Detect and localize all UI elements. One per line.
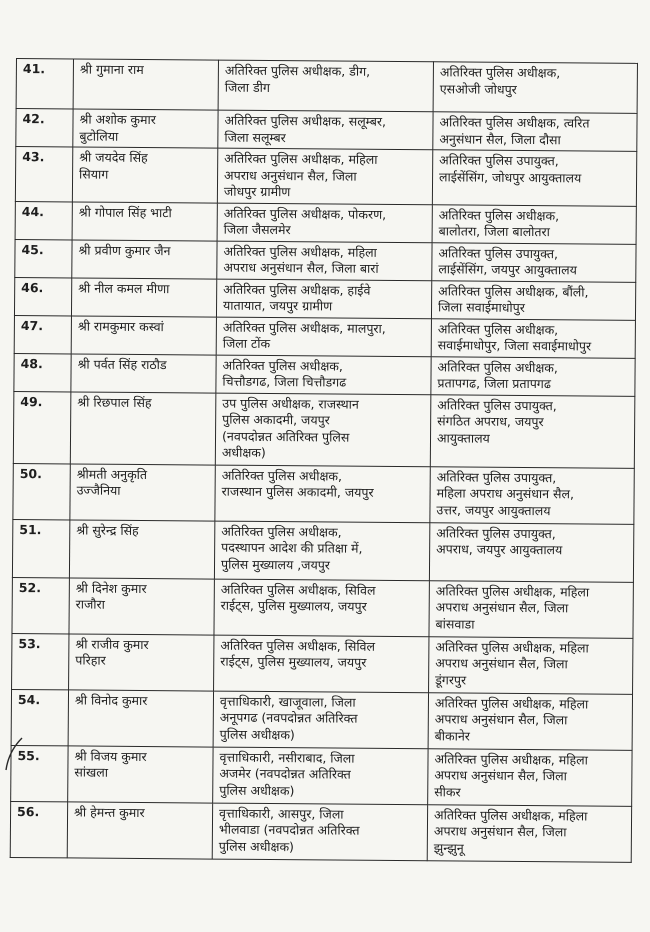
current-posting: अतिरिक्त पुलिस अधीक्षक, सिविल राईट्स, पुलिस मुख्यालय, जयपुर <box>214 635 429 693</box>
serial-number: 55. <box>11 745 68 801</box>
serial-number: 52. <box>12 577 69 633</box>
current-posting: अतिरिक्त पुलिस अधीक्षक, राजस्थान पुलिस अकादमी, जयपुर <box>215 465 430 523</box>
table-row <box>14 277 635 320</box>
officer-name: श्री विनोद कुमार <box>68 689 213 746</box>
serial-number: 43. <box>15 147 72 202</box>
current-posting: वृत्ताधिकारी, खाजूवाला, जिला अनूपगढ (नवपदोन्नत अतिरिक्त पुलिस अधीक्षक) <box>213 691 428 749</box>
serial-number: 44. <box>15 201 72 239</box>
new-posting: अतिरिक्त पुलिस अधीक्षक, प्रतापगढ, जिला प्रतापगढ <box>431 356 635 396</box>
current-posting: अतिरिक्त पुलिस अधीक्षक, महिला अपराध अनुसंधान सैल, जिला बारां <box>217 241 432 281</box>
new-posting: अतिरिक्त पुलिस अधीक्षक, महिला अपराध अनुसंधान सैल, जिला सीकर <box>428 748 632 806</box>
table-row <box>14 315 635 358</box>
officer-name: श्री दिनेश कुमार राजौरा <box>69 577 214 634</box>
current-posting: अतिरिक्त पुलिस अधीक्षक, चित्तौडगढ, जिला चित्तौडगढ <box>216 355 431 395</box>
officer-name: श्री गुमाना राम <box>73 59 218 110</box>
officer-name: श्री रिछपाल सिंह <box>70 391 216 464</box>
officer-name: श्री विजय कुमार सांखला <box>68 745 213 802</box>
new-posting: अतिरिक्त पुलिस अधीक्षक, महिला अपराध अनुसंधान सैल, जिला झुन्झुनू <box>427 804 631 862</box>
new-posting: अतिरिक्त पुलिस अधीक्षक, महिला अपराध अनुसंधान सैल, जिला डूंगरपुर <box>429 636 633 694</box>
serial-number: 50. <box>13 463 70 519</box>
current-posting: अतिरिक्त पुलिस अधीक्षक, सलूम्बर, जिला सलूम्बर <box>218 110 433 150</box>
current-posting: अतिरिक्त पुलिस अधीक्षक, महिला अपराध अनुसंधान सैल, जिला जोधपुर ग्रामीण <box>217 148 432 204</box>
table-row <box>16 109 637 152</box>
serial-number: 49. <box>13 391 71 463</box>
table-body <box>10 59 637 862</box>
new-posting: अतिरिक्त पुलिस अधीक्षक, एसओजी जोधपुर <box>433 62 637 114</box>
current-posting: वृत्ताधिकारी, नसीराबाद, जिला अजमेर (नवपदोन्नत अतिरिक्त पुलिस अधीक्षक) <box>213 747 428 805</box>
transfer-table <box>10 58 638 862</box>
serial-number: 45. <box>15 239 72 277</box>
new-posting: अतिरिक्त पुलिस उपायुक्त, लाईसेंसिंग, जयपुर आयुक्तालय <box>432 242 636 282</box>
serial-number: 41. <box>16 59 73 109</box>
current-posting: अतिरिक्त पुलिस अधीक्षक, डीग, जिला डीग <box>218 60 433 112</box>
table-row <box>13 391 635 468</box>
officer-name: श्री सुरेन्द्र सिंह <box>69 519 214 578</box>
officer-name: श्री राजीव कुमार परिहार <box>69 633 214 690</box>
pen-tick-mark <box>4 736 24 772</box>
serial-number: 51. <box>12 519 69 577</box>
new-posting: अतिरिक्त पुलिस अधीक्षक, सवाईमाधोपुर, जिला सवाईमाधोपुर <box>431 318 635 358</box>
current-posting: उप पुलिस अधीक्षक, राजस्थान पुलिस अकादमी, जयपुर (नवपदोन्नत अतिरिक्त पुलिस अधीक्षक) <box>215 393 431 467</box>
table-row <box>12 519 633 582</box>
table-row <box>16 59 637 114</box>
table-row <box>15 147 636 206</box>
table-row <box>13 463 634 524</box>
officer-name: श्रीमती अनुकृति उज्जैनिया <box>70 463 215 520</box>
officer-name: श्री प्रवीण कुमार जैन <box>72 239 217 278</box>
current-posting: अतिरिक्त पुलिस अधीक्षक, सिविल राईट्स, पुलिस मुख्यालय, जयपुर <box>214 579 429 637</box>
table-row <box>10 801 631 862</box>
table-row <box>15 201 636 244</box>
officer-name: श्री पर्वत सिंह राठौड <box>71 353 216 392</box>
new-posting: अतिरिक्त पुलिस उपायुक्त, महिला अपराध अनुसंधान सैल, उत्तर, जयपुर आयुक्तालय <box>430 466 634 524</box>
table-row <box>11 689 632 750</box>
table-row <box>15 239 636 282</box>
table-row <box>12 633 633 694</box>
officer-name: श्री गोपाल सिंह भाटी <box>72 201 217 240</box>
officer-name: श्री नील कमल मीणा <box>71 277 216 316</box>
new-posting: अतिरिक्त पुलिस उपायुक्त, संगठित अपराध, जयपुर आयुक्तालय <box>430 394 635 468</box>
table-row <box>14 353 635 396</box>
serial-number: 53. <box>12 633 69 689</box>
table-row <box>11 745 632 806</box>
current-posting: वृत्ताधिकारी, आसपुर, जिला भीलवाडा (नवपदोन्नत अतिरिक्त पुलिस अधीक्षक) <box>212 803 427 861</box>
officer-name: श्री हेमन्त कुमार <box>67 801 212 858</box>
current-posting: अतिरिक्त पुलिस अधीक्षक, पदस्थापन आदेश की प्रतिक्षा में, पुलिस मुख्यालय ,जयपुर <box>214 521 429 581</box>
new-posting: अतिरिक्त पुलिस अधीक्षक, त्वरित अनुसंधान सैल, जिला दौसा <box>433 112 637 152</box>
serial-number: 56. <box>10 801 67 857</box>
new-posting: अतिरिक्त पुलिस अधीक्षक, महिला अपराध अनुसंधान सैल, जिला बांसवाडा <box>429 580 633 638</box>
serial-number: 46. <box>14 277 71 315</box>
current-posting: अतिरिक्त पुलिस अधीक्षक, मालपुरा, जिला टोंक <box>216 317 431 357</box>
new-posting: अतिरिक्त पुलिस उपायुक्त, लाईसेंसिंग, जोधपुर आयुक्तालय <box>432 150 636 206</box>
new-posting: अतिरिक्त पुलिस अधीक्षक, महिला अपराध अनुसंधान सैल, जिला बीकानेर <box>428 692 632 750</box>
new-posting: अतिरिक्त पुलिस उपायुक्त, अपराध, जयपुर आयुक्तालय <box>429 522 633 582</box>
new-posting: अतिरिक्त पुलिस अधीक्षक, बालोतरा, जिला बालोतरा <box>432 204 636 244</box>
serial-number: 47. <box>14 315 71 353</box>
officer-name: श्री रामकुमार कस्वां <box>71 315 216 354</box>
serial-number: 54. <box>11 689 68 745</box>
serial-number: 48. <box>14 353 71 391</box>
serial-number: 42. <box>16 109 73 147</box>
current-posting: अतिरिक्त पुलिस अधीक्षक, हाईवे यातायात, जयपुर ग्रामीण <box>216 279 431 319</box>
new-posting: अतिरिक्त पुलिस अधीक्षक, बौंली, जिला सवाईमाधोपुर <box>431 280 635 320</box>
table-row <box>12 577 633 638</box>
officer-name: श्री अशोक कुमार बुटोलिया <box>73 109 218 148</box>
officer-name: श्री जयदेव सिंह सियाग <box>72 147 217 203</box>
current-posting: अतिरिक्त पुलिस अधीक्षक, पोकरण, जिला जैसलमेर <box>217 203 432 243</box>
